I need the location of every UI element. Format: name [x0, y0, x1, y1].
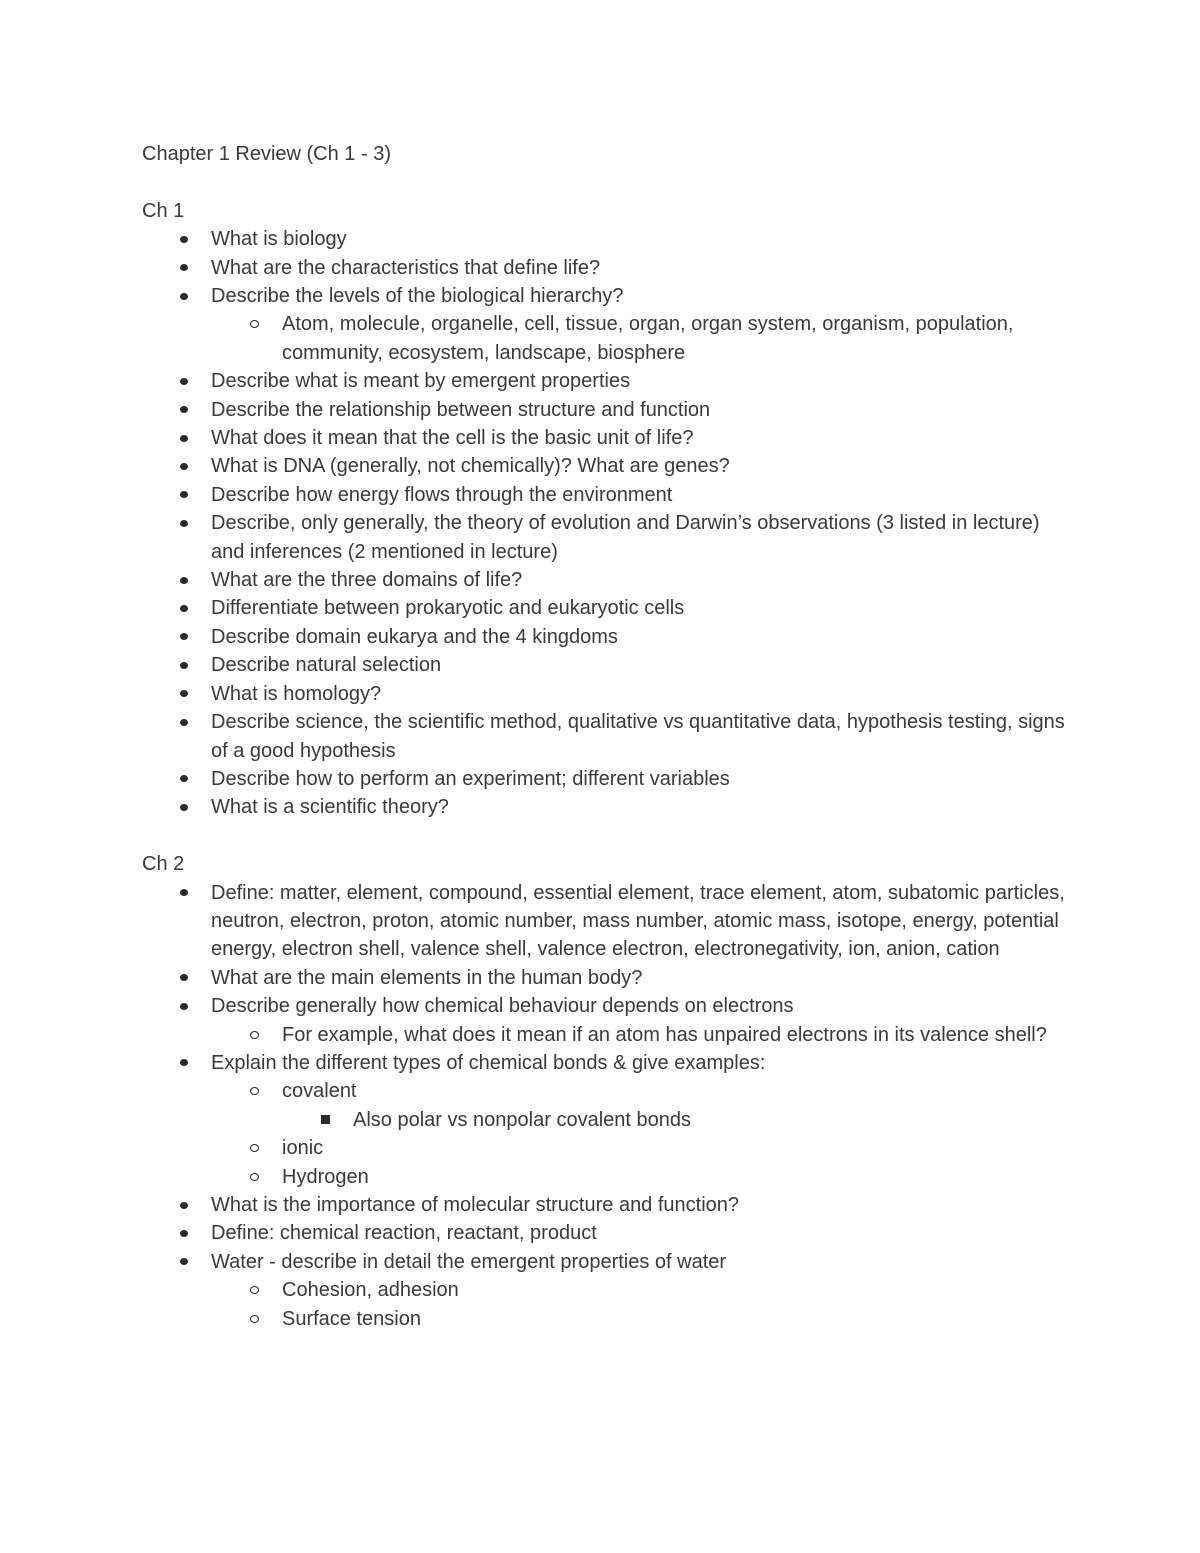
- hollow-bullet-icon: [250, 1031, 259, 1039]
- list-item-text: What are the characteristics that define life?: [211, 256, 601, 279]
- list-item: [142, 964, 1072, 992]
- filled-bullet-icon: [180, 406, 188, 413]
- list-item-text: Describe what is meant by emergent properties: [211, 370, 631, 393]
- filled-bullet-icon: [180, 491, 188, 498]
- section-heading: Ch 2: [142, 853, 185, 876]
- list-item-text: What are the three domains of life?: [211, 569, 523, 592]
- list-item: [142, 1191, 1072, 1219]
- list-item: [142, 509, 1072, 566]
- list-item: [142, 282, 1072, 310]
- section-1: [142, 197, 1072, 822]
- list-item-text: Explain the different types of chemical bonds & give examples:: [211, 1051, 766, 1074]
- list-item-text: Define: matter, element, compound, essential element, trace element, atom, subatomic particles, neutron, electron, proton, atomic number, mass number, atomic mass, isotope, energy, potential energy, electron shell, valence shell, valence electron, electronegativity, ion, anion, cation: [211, 881, 1065, 961]
- list-item-text: What is the importance of molecular structure and function?: [211, 1194, 740, 1216]
- filled-bullet-icon: [180, 264, 188, 271]
- filled-bullet-icon: [180, 719, 188, 726]
- list-item: [142, 1219, 1072, 1247]
- list-item-text: What are the main elements in the human body?: [211, 966, 643, 989]
- list-item-text: Describe how energy flows through the environment: [211, 483, 673, 506]
- filled-bullet-icon: [180, 1059, 188, 1066]
- sections-container: [142, 197, 1072, 1333]
- filled-bullet-icon: [180, 1230, 188, 1237]
- list-item-text: What is a scientific theory?: [211, 796, 449, 819]
- list-item: [142, 1134, 1072, 1162]
- list-item: [142, 452, 1072, 480]
- list-item-text: Cohesion, adhesion: [282, 1279, 459, 1302]
- filled-bullet-icon: [180, 662, 188, 669]
- filled-bullet-icon: [180, 1202, 188, 1209]
- hollow-bullet-icon: [250, 1173, 259, 1181]
- list-item: [142, 481, 1072, 509]
- filled-bullet-icon: [180, 633, 188, 640]
- list-item: [142, 708, 1072, 765]
- filled-bullet-icon: [180, 293, 188, 300]
- list-item-text: Define: chemical reaction, reactant, product: [211, 1222, 597, 1245]
- square-bullet-icon: [321, 1115, 330, 1124]
- list-item: [142, 225, 1072, 253]
- filled-bullet-icon: [180, 804, 188, 811]
- list-item: [142, 793, 1072, 821]
- document-title: Chapter 1 Review (Ch 1 - 3): [142, 143, 391, 165]
- filled-bullet-icon: [180, 1003, 188, 1010]
- list-item-text: Hydrogen: [282, 1165, 369, 1188]
- list-item: [142, 566, 1072, 594]
- list-item-text: What is biology: [211, 228, 347, 251]
- filled-bullet-icon: [180, 1258, 188, 1265]
- hollow-bullet-icon: [250, 1315, 259, 1323]
- list-item-text: Describe generally how chemical behaviour depends on electrons: [211, 995, 794, 1018]
- filled-bullet-icon: [180, 435, 188, 442]
- list-item-text: Describe the levels of the biological hierarchy?: [211, 285, 624, 308]
- list-item-text: What is DNA (generally, not chemically)? What are genes?: [211, 455, 730, 478]
- list-item: [142, 992, 1072, 1020]
- hollow-bullet-icon: [250, 1286, 259, 1294]
- list-item-text: Describe science, the scientific method, qualitative vs quantitative data, hypothesis testing, signs of a good hypothesis: [211, 711, 1065, 762]
- hollow-bullet-icon: [250, 1087, 259, 1095]
- list-item: [142, 1077, 1072, 1105]
- filled-bullet-icon: [180, 520, 188, 527]
- list-item-text: Describe how to perform an experiment; different variables: [211, 767, 730, 790]
- list-item-text: Also polar vs nonpolar covalent bonds: [353, 1108, 691, 1131]
- list-item: [142, 1106, 1072, 1134]
- list-item: [142, 765, 1072, 793]
- list-item: [142, 367, 1072, 395]
- filled-bullet-icon: [180, 463, 188, 470]
- section-2: [142, 850, 1072, 1333]
- list-item: [142, 680, 1072, 708]
- section-heading: Ch 1: [142, 199, 185, 222]
- list-item: [142, 1049, 1072, 1077]
- list-item: [142, 623, 1072, 651]
- list-item: [142, 254, 1072, 282]
- list-item-text: Differentiate between prokaryotic and eukaryotic cells: [211, 597, 685, 620]
- list-item: [142, 1021, 1072, 1049]
- list-item: [142, 594, 1072, 622]
- list-item-text: Describe the relationship between structure and function: [211, 398, 711, 421]
- filled-bullet-icon: [180, 690, 188, 697]
- list-item-text: Surface tension: [282, 1307, 421, 1330]
- filled-bullet-icon: [180, 605, 188, 612]
- list-item: [142, 424, 1072, 452]
- hollow-bullet-icon: [250, 1144, 259, 1152]
- filled-bullet-icon: [180, 775, 188, 782]
- list-item-text: Water - describe in detail the emergent properties of water: [211, 1250, 727, 1273]
- list-item-text: covalent: [282, 1080, 357, 1103]
- list-item-text: Atom, molecule, organelle, cell, tissue, organ, organ system, organism, population, community, ecosystem, landscape, biosphere: [282, 313, 1014, 364]
- list-item-text: For example, what does it mean if an atom has unpaired electrons in its valence shell?: [282, 1023, 1047, 1046]
- list-item-text: What is homology?: [211, 682, 382, 705]
- list-item-text: Describe natural selection: [211, 654, 442, 677]
- filled-bullet-icon: [180, 577, 188, 584]
- list-item: [142, 1248, 1072, 1276]
- filled-bullet-icon: [180, 889, 188, 896]
- list-item-text: ionic: [282, 1137, 324, 1160]
- list-item: [142, 310, 1072, 367]
- list-item-text: What does it mean that the cell is the basic unit of life?: [211, 427, 694, 450]
- filled-bullet-icon: [180, 974, 188, 981]
- list-item: [142, 651, 1072, 679]
- list-item: [142, 1163, 1072, 1191]
- list-item: [142, 879, 1072, 964]
- filled-bullet-icon: [180, 236, 188, 243]
- list-item: [142, 1276, 1072, 1304]
- list-item-text: Describe, only generally, the theory of evolution and Darwin’s observations (3 listed in lecture) and inferences (2 mentioned in lecture): [211, 512, 1040, 563]
- list-item: [142, 1305, 1072, 1333]
- bullet-list: [142, 879, 1072, 1334]
- list-item: [142, 396, 1072, 424]
- hollow-bullet-icon: [250, 320, 259, 328]
- bullet-list: [142, 225, 1072, 822]
- filled-bullet-icon: [180, 378, 188, 385]
- list-item-text: Describe domain eukarya and the 4 kingdoms: [211, 625, 618, 648]
- document-page: [142, 140, 1072, 1333]
